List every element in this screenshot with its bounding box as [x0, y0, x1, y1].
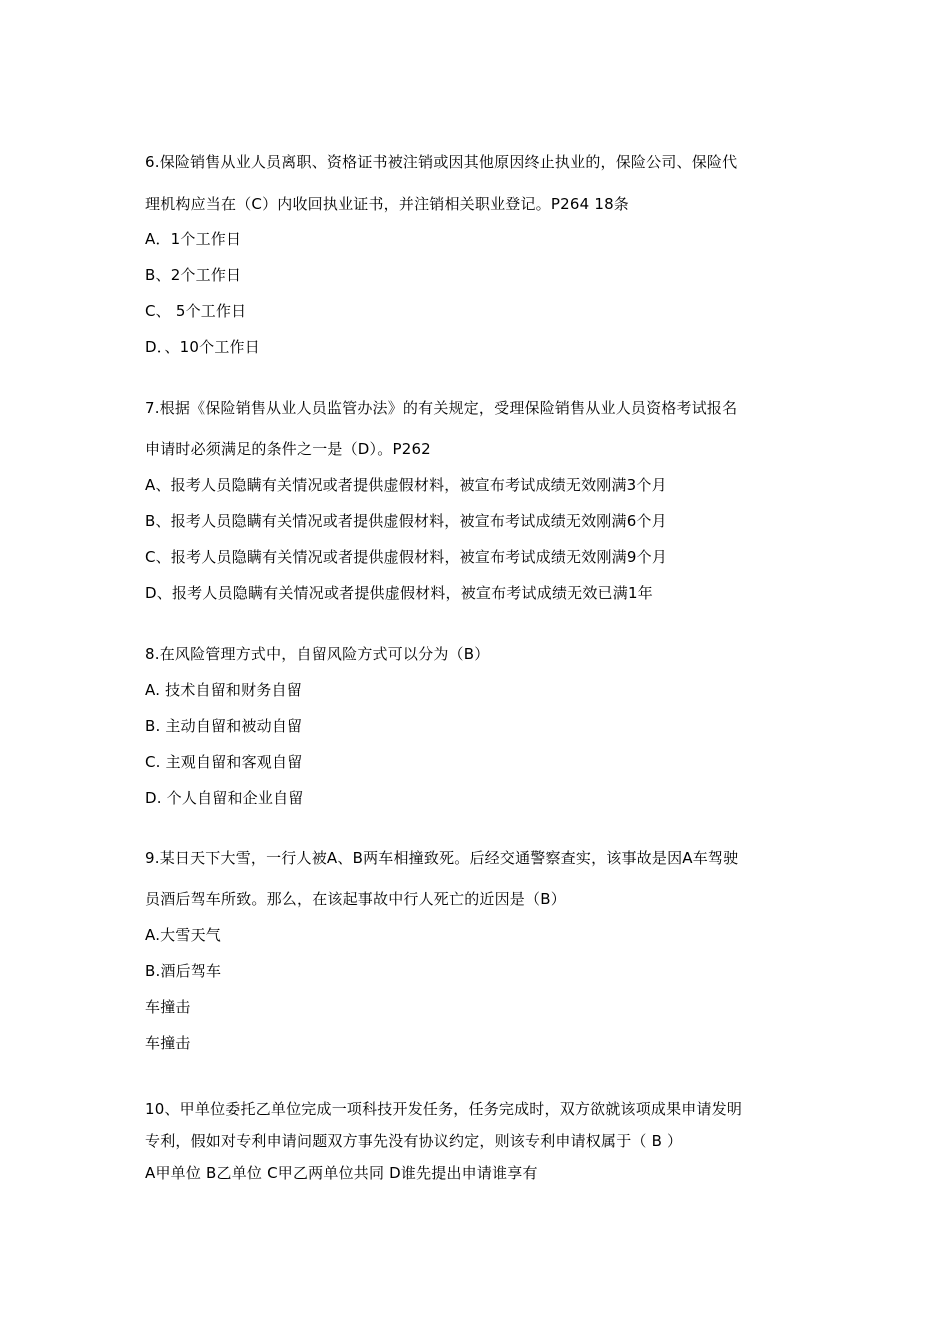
- q10-stem-line2: 专利，假如对专利申请问题双方事先没有协议约定，则该专利申请权属于（ B ）: [145, 1132, 683, 1150]
- q9-option-a: A.大雪天气: [145, 926, 221, 944]
- q7-option-a: A、报考人员隐瞒有关情况或者提供虚假材料，被宣布考试成绩无效刚满3个月: [145, 476, 667, 494]
- q8-stem: 8.在风险管理方式中，自留风险方式可以分为（B）: [145, 645, 490, 663]
- q6-option-c: C、 5个工作日: [145, 302, 247, 320]
- q10-options: A甲单位 B乙单位 C甲乙两单位共同 D谁先提出申请谁享有: [145, 1164, 538, 1182]
- q8-option-b: B. 主动自留和被动自留: [145, 717, 303, 735]
- q7-option-d: D、报考人员隐瞒有关情况或者提供虚假材料，被宣布考试成绩无效已满1年: [145, 584, 653, 602]
- q9-stem-line1: 9.某日天下大雪，一行人被A、B两车相撞致死。后经交通警察查实，该事故是因A车驾驶: [145, 849, 739, 867]
- q8-option-d: D. 个人自留和企业自留: [145, 789, 304, 807]
- q9-option-c: 车撞击: [145, 998, 191, 1016]
- q8-option-a: A. 技术自留和财务自留: [145, 681, 302, 699]
- q6-option-b: B、2个工作日: [145, 266, 242, 284]
- q9-option-d: 车撞击: [145, 1034, 191, 1052]
- q6-option-a: A．1个工作日: [145, 230, 242, 248]
- q7-stem-line2: 申请时必须满足的条件之一是（D）。P262: [145, 440, 431, 458]
- q6-stem-line1: 6.保险销售从业人员离职、资格证书被注销或因其他原因终止执业的，保险公司、保险代: [145, 153, 738, 171]
- q9-option-b: B.酒后驾车: [145, 962, 222, 980]
- q6-option-d: D．、10个工作日: [145, 338, 260, 356]
- q8-option-c: C. 主观自留和客观自留: [145, 753, 303, 771]
- q7-option-b: B、报考人员隐瞒有关情况或者提供虚假材料，被宣布考试成绩无效刚满6个月: [145, 512, 667, 530]
- q6-stem-line2: 理机构应当在（C）内收回执业证书，并注销相关职业登记。P264 18条: [145, 195, 630, 213]
- q7-option-c: C、报考人员隐瞒有关情况或者提供虚假材料，被宣布考试成绩无效刚满9个月: [145, 548, 668, 566]
- q7-stem-line1: 7.根据《保险销售从业人员监管办法》的有关规定，受理保险销售从业人员资格考试报名: [145, 399, 738, 417]
- q10-stem-line1: 10、甲单位委托乙单位完成一项科技开发任务，任务完成时，双方欲就该项成果申请发明: [145, 1100, 743, 1118]
- q9-stem-line2: 员酒后驾车所致。那么，在该起事故中行人死亡的近因是（B）: [145, 890, 566, 908]
